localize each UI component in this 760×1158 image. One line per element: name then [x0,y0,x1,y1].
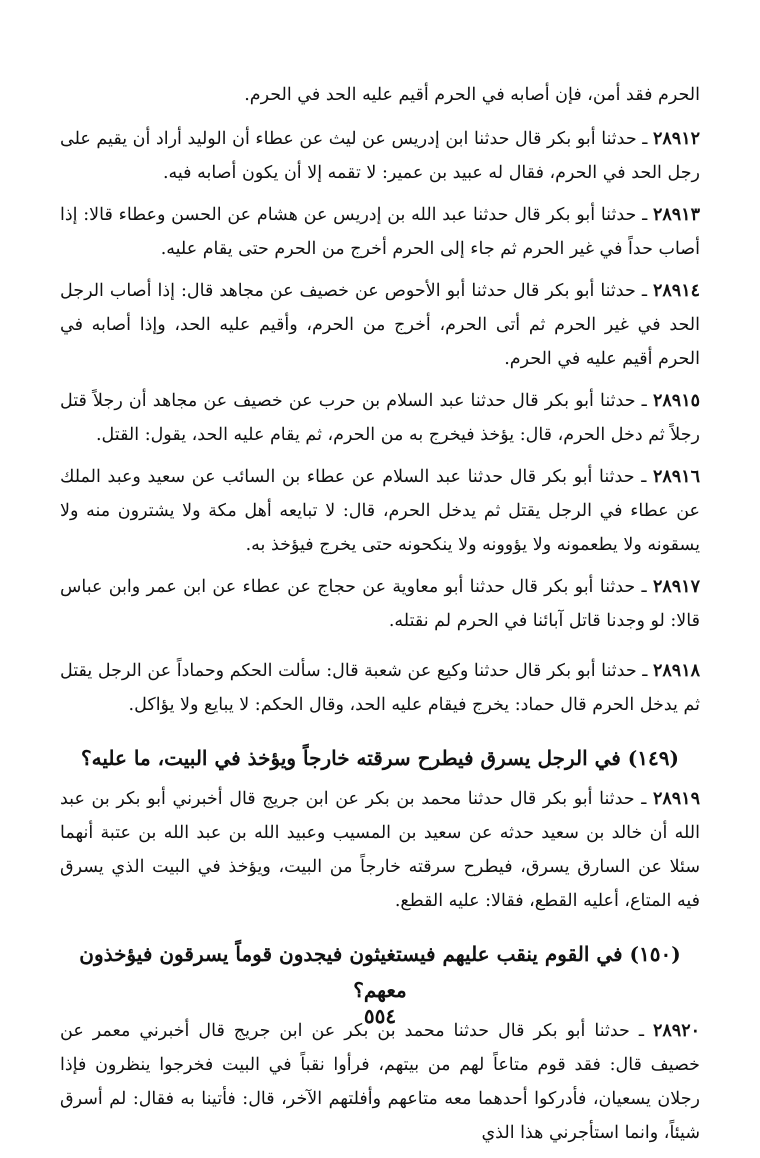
hadith-number: ٢٨٩١٩ [652,789,700,809]
hadith-28918 [60,654,700,722]
hadith-text: ـ حدثنا أبو بكر قال حدثنا عبد السلام عن عطاء بن السائب عن سعيد وعبد الملك عن عطاء في الرجل يقتل ثم يدخل الحرم، قال: لا تبايعه أهل مكة ولا يشترون منه ولا يسقونه ولا يطعمونه ولا يؤوونه ولا ينكحونه حتى يخرج فيؤخذ به. [60,467,700,555]
hadith-number: ٢٨٩١٧ [652,577,700,597]
hadith-text: ـ حدثنا أبو بكر قال حدثنا عبد الله بن إدريس عن هشام عن الحسن وعطاء قالا: إذا أصاب حداً في غير الحرم ثم جاء إلى الحرم أخرج من الحرم حتى يقام عليه. [60,205,700,259]
hadith-28912 [60,122,700,190]
hadith-number: ٢٨٩١٣ [652,205,700,225]
hadith-28917 [60,570,700,638]
chapter-heading-149: (١٤٩) في الرجل يسرق فيطرح سرقته خارجاً ويؤخذ في البيت، ما عليه؟ [81,746,679,770]
hadith-number: ٢٨٩١٥ [653,391,700,411]
page-number: ٥٥٤ [363,1004,397,1028]
hadith-number: ٢٨٩١٢ [653,129,700,149]
hadith-28920 [60,1014,700,1150]
hadith-number: ٢٨٩١٤ [653,281,700,301]
hadith-text: ـ حدثنا أبو بكر قال حدثنا وكيع عن شعبة قال: سألت الحكم وحماداً عن الرجل يقتل ثم يدخل الحرم قال حماد: يخرج فيقام عليه الحد، وقال الحكم: لا يبايع ولا يؤاكل. [60,661,700,715]
hadith-text: ـ حدثنا أبو بكر قال حدثنا محمد بن بكر عن ابن جريج قال أخبرني أبو بكر بن عبد الله أن خالد بن سعيد حدثه عن سعيد بن المسيب وعبيد الله بن عبد الله بن عتبة أنهما سئلا عن السارق يسرق، فيطرح سرقته خارجاً من البيت، ويؤخذ في البيت الذي يسرق فيه المتاع، أعليه القطع، فقالا: عليه القطع. [60,789,700,911]
hadith-28913 [60,198,700,266]
hadith-28914 [60,274,700,376]
continued-paragraph: الحرم فقد أمن، فإن أصابه في الحرم أقيم عليه الحد في الحرم. [244,85,700,105]
spacer [60,646,700,654]
hadith-text: ـ حدثنا أبو بكر قال حدثنا أبو معاوية عن حجاج عن عطاء عن ابن عمر وابن عباس قالا: لو وجدنا قاتل آبائنا في الحرم لم نقتله. [60,577,700,631]
chapter-heading-150: (١٥٠) في القوم ينقب عليهم فيستغيثون فيجدون قوماً يسرقون فيؤخذون معهم؟ [79,942,681,1002]
hadith-28916 [60,460,700,562]
hadith-number: ٢٨٩٢٠ [653,1021,700,1041]
hadith-text: ـ حدثنا أبو بكر قال حدثنا محمد بن بكر عن ابن جريج قال أخبرني معمر عن خصيف قال: فقد قوم متاعاً لهم من بيتهم، فرأوا نقباً في البيت فخرجوا ينظرون فإذا رجلان يسعيان، فأدركوا أحدهما معه متاعهم وأفلتهم الآخر، قال: فأتينا به فقال: لم أسرق شيئاً، وانما استأجرني هذا الذي [60,1021,700,1143]
hadith-28919 [60,782,700,918]
hadith-number: ٢٨٩١٦ [652,467,700,487]
hadith-number: ٢٨٩١٨ [653,661,700,681]
hadith-text: ـ حدثنا أبو بكر قال حدثنا عبد السلام بن حرب عن خصيف عن مجاهد أن رجلاً قتل رجلاً ثم دخل الحرم، قال: يؤخذ فيخرج به من الحرم، ثم يقام عليه الحد، يقول: القتل. [60,391,700,445]
hadith-text: ـ حدثنا أبو بكر قال حدثنا أبو الأحوص عن خصيف عن مجاهد قال: إذا أصاب الرجل الحد في غير الحرم ثم أتى الحرم، أخرج من الحرم، وأقيم عليه الحد، وإذا أصابه في الحرم أقيم عليه في الحرم. [60,281,700,369]
hadith-28915 [60,384,700,452]
page-body [60,78,700,1158]
hadith-text: ـ حدثنا أبو بكر قال حدثنا ابن إدريس عن ليث عن عطاء أن الوليد أراد أن يقيم على رجل الحد في الحرم، فقال له عبيد بن عمير: لا تقمه إلا أن يكون أصابه فيه. [60,129,700,183]
